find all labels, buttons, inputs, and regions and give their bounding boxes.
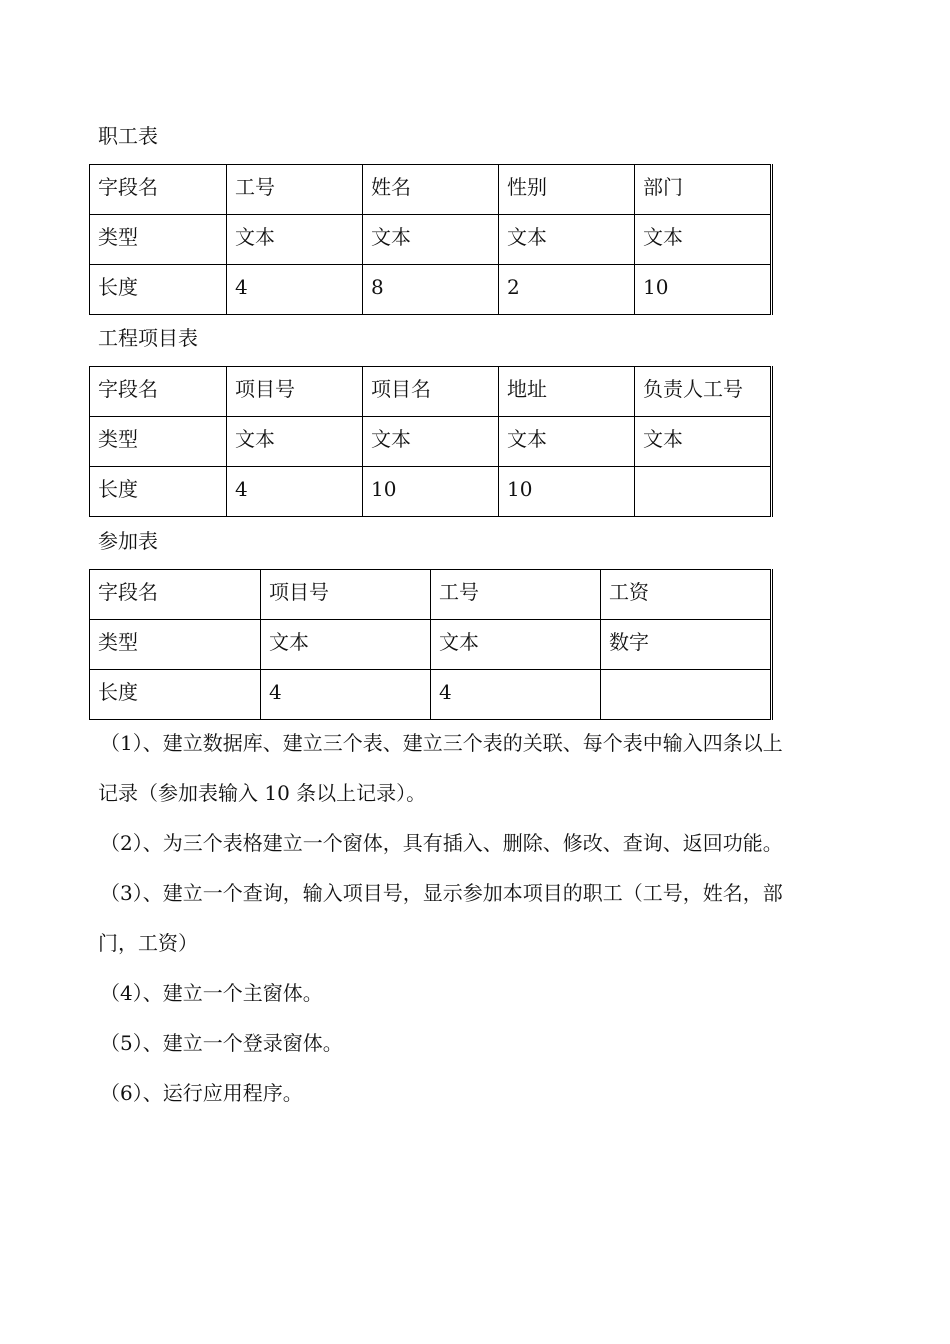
table-cell: 4 [227, 265, 363, 315]
table-cell: 字段名 [90, 367, 227, 417]
table-cell: 类型 [90, 417, 227, 467]
requirement-line: （6）、运行应用程序。 [100, 1081, 303, 1105]
table-cell [635, 467, 772, 517]
table-cell: 长度 [90, 265, 227, 315]
table-cell: 长度 [90, 670, 261, 720]
table-cell: 工资 [601, 570, 772, 620]
table-cell: 工号 [227, 165, 363, 215]
table-cell: 8 [363, 265, 499, 315]
table-cell: 项目名 [363, 367, 499, 417]
requirement-line: （5）、建立一个登录窗体。 [100, 1031, 343, 1055]
table-row [90, 570, 772, 620]
table-row [90, 165, 772, 215]
table-cell: 文本 [261, 620, 431, 670]
requirement-line: （4）、建立一个主窗体。 [100, 981, 323, 1005]
table-cell: 4 [431, 670, 601, 720]
table-cell: 文本 [635, 417, 772, 467]
table-caption-project: 工程项目表 [98, 326, 198, 350]
table-cell: 4 [227, 467, 363, 517]
table-cell: 负责人工号 [635, 367, 772, 417]
requirement-line: （3）、建立一个查询，输入项目号，显示参加本项目的职工（工号，姓名，部 [100, 881, 783, 905]
table-cell: 文本 [635, 215, 772, 265]
table-cell: 文本 [363, 215, 499, 265]
table-row [90, 620, 772, 670]
requirement-line: （2）、为三个表格建立一个窗体，具有插入、删除、修改、查询、返回功能。 [100, 831, 783, 855]
table-caption-employee: 职工表 [98, 124, 158, 148]
table-cell: 项目号 [227, 367, 363, 417]
participation-table [89, 569, 773, 720]
table-row [90, 215, 772, 265]
table-cell: 文本 [227, 215, 363, 265]
table-row [90, 417, 772, 467]
table-cell: 姓名 [363, 165, 499, 215]
employee-table [89, 164, 773, 315]
table-row [90, 670, 772, 720]
project-table [89, 366, 773, 517]
table-cell: 10 [499, 467, 635, 517]
table-cell: 文本 [431, 620, 601, 670]
table-cell: 文本 [499, 215, 635, 265]
table-cell [601, 670, 772, 720]
table-cell: 2 [499, 265, 635, 315]
table-cell: 工号 [431, 570, 601, 620]
table-cell: 字段名 [90, 165, 227, 215]
table-row [90, 467, 772, 517]
table-cell: 字段名 [90, 570, 261, 620]
requirement-line: （1）、建立数据库、建立三个表、建立三个表的关联、每个表中输入四条以上 [100, 731, 783, 755]
table-cell: 项目号 [261, 570, 431, 620]
table-cell: 文本 [227, 417, 363, 467]
table-cell: 性别 [499, 165, 635, 215]
table-cell: 10 [635, 265, 772, 315]
table-cell: 文本 [363, 417, 499, 467]
requirement-line: 门，工资） [98, 931, 198, 955]
table-cell: 文本 [499, 417, 635, 467]
requirement-line: 记录（参加表输入 10 条以上记录）。 [98, 781, 427, 805]
table-cell: 4 [261, 670, 431, 720]
table-cell: 类型 [90, 215, 227, 265]
table-cell: 地址 [499, 367, 635, 417]
table-cell: 数字 [601, 620, 772, 670]
table-cell: 长度 [90, 467, 227, 517]
table-row [90, 265, 772, 315]
table-caption-participation: 参加表 [98, 529, 158, 553]
table-cell: 类型 [90, 620, 261, 670]
table-row [90, 367, 772, 417]
table-cell: 10 [363, 467, 499, 517]
table-cell: 部门 [635, 165, 772, 215]
